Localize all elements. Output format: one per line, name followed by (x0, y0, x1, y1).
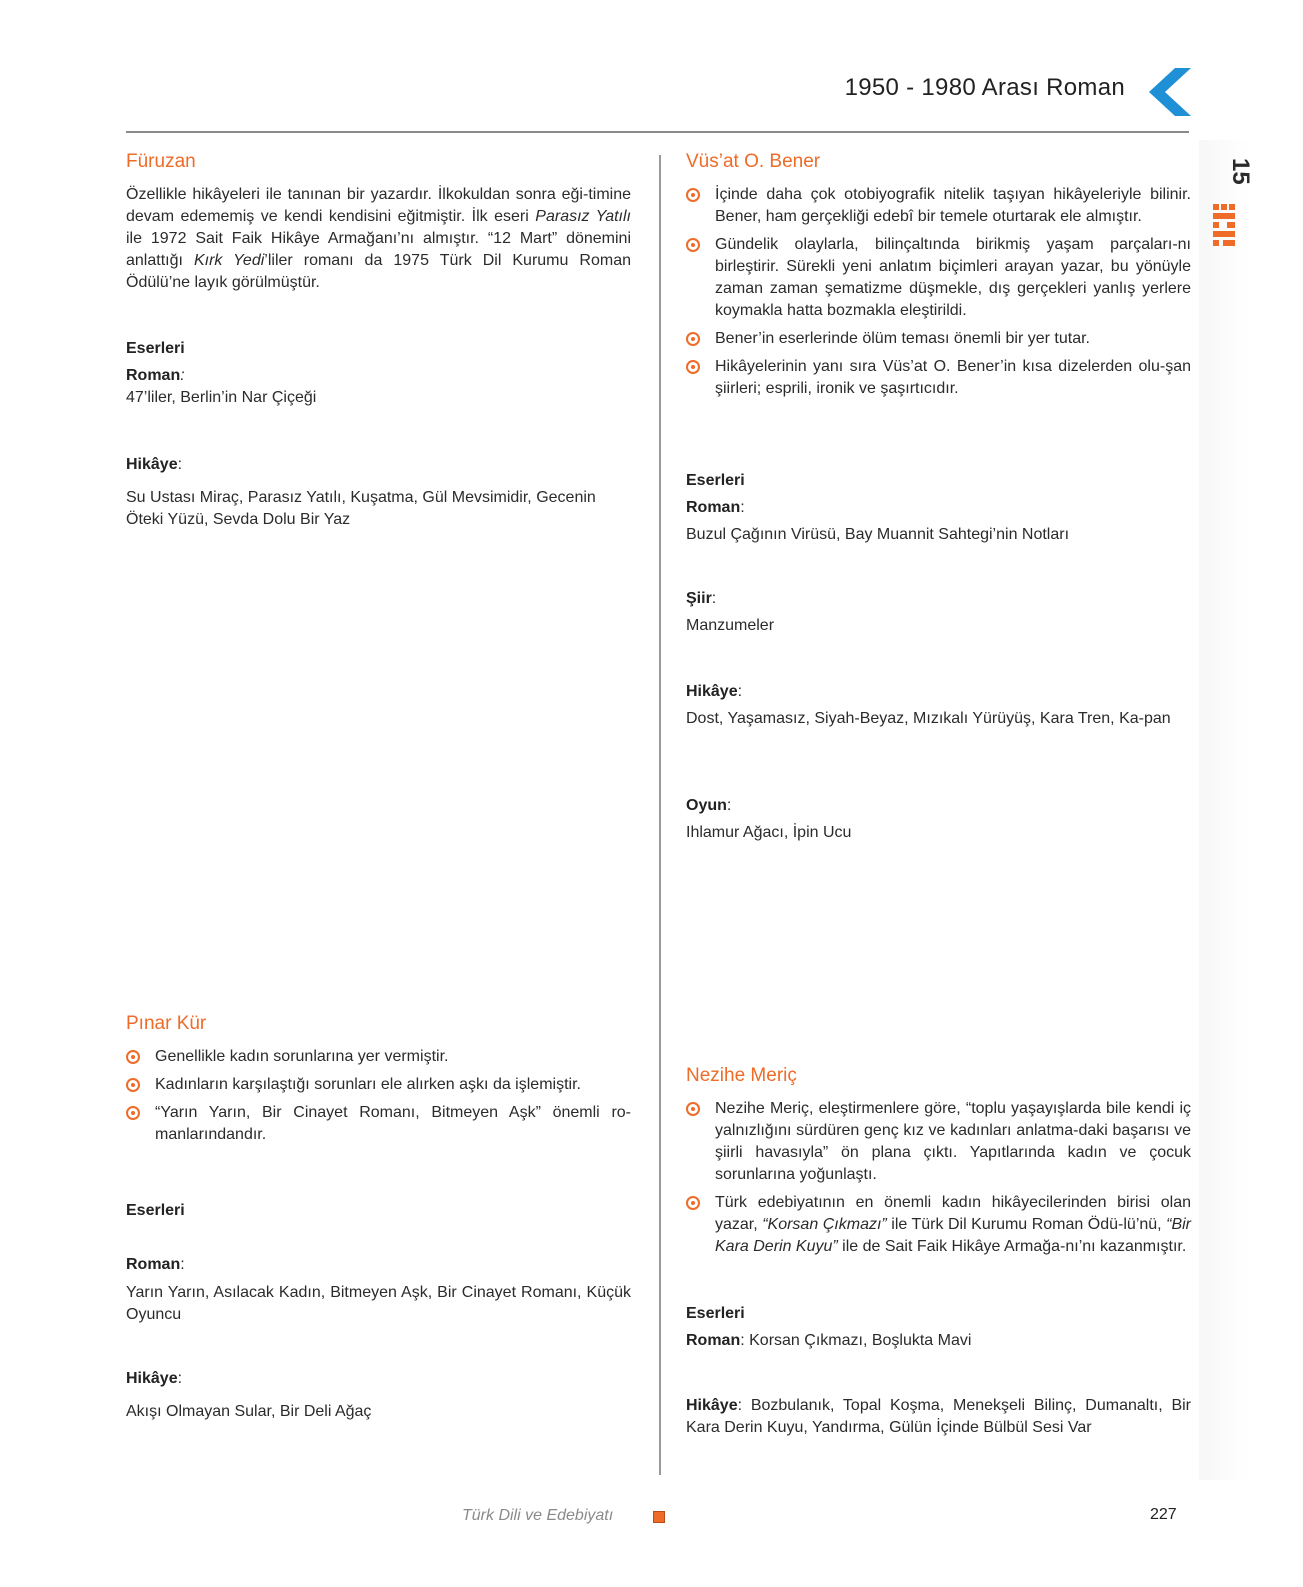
bener-plays: Oyun: Ihlamur Ağacı, İpin Ucu (686, 795, 1191, 844)
chevron-left-icon (1147, 68, 1191, 116)
bullet-icon (126, 1106, 140, 1120)
story-label: Hikâye (126, 456, 178, 473)
column-divider (659, 155, 661, 1475)
poetry-label: Şiir (686, 590, 712, 607)
bener-bullets (686, 184, 1191, 400)
play-label: Oyun (686, 797, 727, 814)
section-title-furuzan: Füruzan (126, 151, 196, 172)
header-divider (126, 131, 1189, 133)
list-item: Gündelik olaylarla, bilinçaltında birikmiş yaşam parçaları-nı birleştirir. Sürekli yeni anlatım biçimleri arayan yazar, bu yönüyle zaman zaman şematizme düşmekle, dış gerçekleri yanlış yerlere koymakla hatta bozmakla eleştirildi. (686, 234, 1191, 322)
bullet-icon (126, 1050, 140, 1064)
meric-bullets (686, 1098, 1191, 1258)
story-list: : Bozbulanık, Topal Koşma, Menekşeli Bilinç, Dumanaltı, Bir Kara Derin Kuyu, Yandırma, Gülün İçinde Bülbül Sesi Var (686, 1397, 1191, 1436)
section-title-pinar-kur: Pınar Kür (126, 1013, 207, 1034)
novel-list: : Korsan Çıkmazı, Boşlukta Mavi (740, 1332, 972, 1349)
section-pinar-kur (126, 1012, 631, 1152)
list-item: Bener’in eserlerinde ölüm teması önemli bir yer tutar. (686, 328, 1191, 350)
poetry-list: Manzumeler (686, 617, 775, 634)
bullet-icon (686, 238, 700, 252)
novel-label: Roman (126, 367, 181, 384)
list-item: Nezihe Meriç, eleştirmenlere göre, “toplu yaşayışlarda bile kendi iç yalnızlığını sürdüren genç kız ve kadınları anlatma-daki başarısı ve şiirli havasıyla” ön plana çıktı. Yapıtlarında kadın ve çocuk sorunlarına yoğunlaştı. (686, 1098, 1191, 1186)
story-list: Akışı Olmayan Sular, Bir Deli Ağaç (126, 1403, 372, 1420)
novel-list: Yarın Yarın, Asılacak Kadın, Bitmeyen Aşk, Bir Cinayet Romanı, Küçük Oyuncu (126, 1284, 631, 1323)
footer-book-title: Türk Dili ve Edebiyatı (462, 1507, 614, 1524)
novel-label: Roman (126, 1256, 181, 1273)
novel-list: 47’liler, Berlin’in Nar Çiçeği (126, 389, 317, 406)
story-label: Hikâye (686, 1397, 738, 1414)
footer-square-icon (653, 1511, 665, 1523)
meric-stories (686, 1395, 1191, 1439)
story-list: Su Ustası Miraç, Parasız Yatılı, Kuşatma, Gül Mevsimidir, Gecenin Öteki Yüzü, Sevda Dolu Bir Yaz (126, 489, 596, 528)
story-label: Hikâye (686, 683, 738, 700)
bullet-icon (686, 360, 700, 374)
furuzan-stories: Hikâye: Su Ustası Miraç, Parasız Yatılı, Kuşatma, Gül Mevsimidir, Gecenin Öteki Yüzü, Sevda Dolu Bir Yaz (126, 454, 631, 531)
list-item: Hikâyelerinin yanı sıra Vüs’at O. Bener’in kısa dizelerden olu-şan şiirleri; esprili, ironik ve şaşırtıcıdır. (686, 356, 1191, 400)
furuzan-bio: Özellikle hikâyeleri ile tanınan bir yazardır. İlkokuldan sonra eği-timine devam edememiş ve kendi kendisini eğitmiştir. İlk eseri Parasız Yatılı ile 1972 Sait Faik Hikâye Armağanı’nı almıştır. “12 Mart” dönemini anlattığı Kırk Yedi’liler romanı da 1975 Türk Dil Kurumu Roman Ödülü’ne layık görülmüştür. (126, 186, 632, 291)
bullet-icon (126, 1078, 140, 1092)
bullet-icon (686, 332, 700, 346)
play-list: Ihlamur Ağacı, İpin Ucu (686, 824, 852, 841)
page-title: 1950 - 1980 Arası Roman (844, 74, 1125, 101)
bener-poetry: Şiir: Manzumeler (686, 588, 1191, 637)
pinar-kur-bullets (126, 1046, 631, 1146)
side-unit-tab (1199, 140, 1254, 1480)
story-line (686, 1395, 1191, 1439)
story-label: Hikâye (126, 1370, 178, 1387)
pinar-kur-works (126, 1200, 631, 1222)
novel-line (686, 1330, 1191, 1352)
list-item: İçinde daha çok otobiyografik nitelik taşıyan hikâyeleriyle bilinir. Bener, ham gerçekliği edebî bir temele oturtarak ele almıştır. (686, 184, 1191, 228)
section-title-bener: Vüs’at O. Bener (686, 151, 821, 172)
unit-number: 15 (1227, 158, 1254, 185)
works-heading: Eserleri (126, 340, 185, 357)
bener-works: Eserleri Roman: Buzul Çağının Virüsü, Bay Muannit Sahtegi’nin Notları (686, 470, 1191, 546)
unit-logo-icon (1207, 150, 1254, 260)
novel-list: Buzul Çağının Virüsü, Bay Muannit Sahtegi’nin Notları (686, 526, 1070, 543)
section-meric (686, 1064, 1191, 1264)
section-furuzan (126, 150, 631, 294)
bener-stories: Hikâye: Dost, Yaşamasız, Siyah-Beyaz, Mızıkalı Yürüyüş, Kara Tren, Ka-pan (686, 681, 1191, 730)
furuzan-works: Eserleri Roman: 47’liler, Berlin’in Nar Çiçeği (126, 338, 631, 409)
pinar-kur-novels: Roman: Yarın Yarın, Asılacak Kadın, Bitmeyen Aşk, Bir Cinayet Romanı, Küçük Oyuncu (126, 1254, 631, 1326)
bullet-icon (686, 188, 700, 202)
novel-label: Roman (686, 1332, 741, 1349)
page-number: 227 (1150, 1506, 1177, 1523)
bullet-icon (686, 1102, 700, 1116)
list-item: “Yarın Yarın, Bir Cinayet Romanı, Bitmeyen Aşk” önemli ro-manlarındandır. (126, 1102, 631, 1146)
meric-works (686, 1303, 1191, 1352)
works-heading: Eserleri (686, 1305, 745, 1322)
section-title-meric: Nezihe Meriç (686, 1065, 797, 1086)
pinar-kur-stories: Hikâye: Akışı Olmayan Sular, Bir Deli Ağaç (126, 1368, 631, 1423)
novel-label: Roman (686, 499, 741, 516)
list-item: Türk edebiyatının en önemli kadın hikâyecilerinden birisi olan yazar, “Korsan Çıkmazı” ile Türk Dil Kurumu Roman Ödü-lü’nü, “Bir Kara Derin Kuyu” ile de Sait Faik Hikâye Armağa-nı’nı kazanmıştır. (686, 1192, 1191, 1258)
works-heading: Eserleri (126, 1202, 185, 1219)
bullet-icon (686, 1196, 700, 1210)
section-bener (686, 150, 1191, 406)
list-item: Kadınların karşılaştığı sorunları ele alırken aşkı da işlemiştir. (126, 1074, 631, 1096)
list-item: Genellikle kadın sorunlarına yer vermiştir. (126, 1046, 631, 1068)
works-heading: Eserleri (686, 472, 745, 489)
story-list: Dost, Yaşamasız, Siyah-Beyaz, Mızıkalı Yürüyüş, Kara Tren, Ka-pan (686, 710, 1171, 727)
